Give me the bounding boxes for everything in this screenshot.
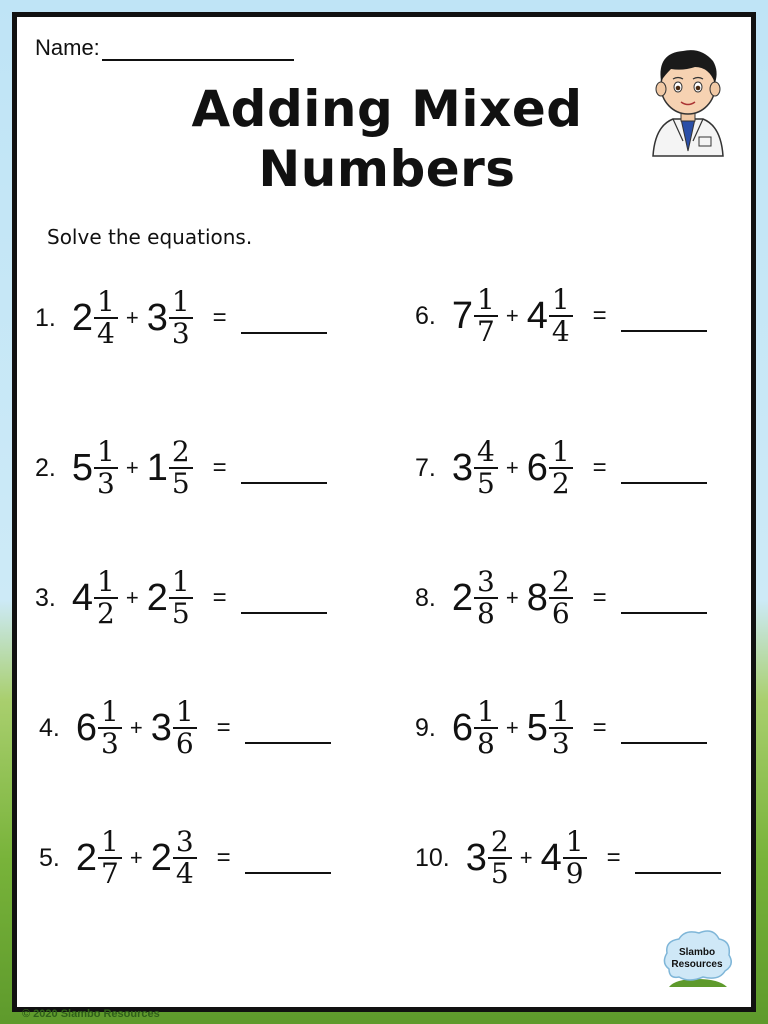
answer-blank[interactable] (241, 462, 327, 484)
fraction (549, 437, 573, 499)
problem-3 (35, 567, 327, 629)
numerator: 1 (169, 287, 193, 319)
fraction (169, 287, 193, 349)
whole-part: 3 (146, 297, 168, 339)
denominator: 5 (477, 467, 495, 500)
whole-part: 2 (146, 577, 168, 619)
equals-sign: = (212, 304, 227, 331)
mixed-number (452, 697, 498, 759)
fraction (563, 827, 587, 889)
mixed-number (452, 567, 498, 629)
numerator: 1 (98, 827, 122, 859)
problem-number: 7. (415, 453, 436, 482)
page-title (117, 79, 657, 199)
fraction (169, 437, 193, 499)
denominator: 9 (565, 857, 584, 890)
numerator: 1 (169, 567, 193, 599)
numerator: 1 (94, 287, 118, 319)
numerator: 1 (549, 285, 573, 317)
equals-sign: = (592, 454, 607, 481)
mixed-number (151, 827, 197, 889)
fraction (549, 697, 573, 759)
whole-part: 3 (451, 447, 473, 489)
problem-number: 2. (35, 453, 56, 482)
answer-blank[interactable] (621, 592, 707, 614)
mixed-number (527, 285, 573, 347)
denominator: 5 (490, 857, 509, 890)
denominator: 8 (477, 727, 495, 760)
equals-sign: = (212, 454, 227, 481)
problem-4 (39, 697, 331, 759)
equals-sign: = (592, 714, 607, 741)
fraction (98, 827, 122, 889)
fraction (488, 827, 512, 889)
plus-sign: + (125, 455, 139, 480)
logo-line-1: Slambo (678, 947, 716, 958)
denominator: 2 (97, 597, 115, 630)
problem-number: 5. (39, 843, 60, 872)
fraction (474, 437, 498, 499)
mixed-number (72, 437, 118, 499)
problem-10 (415, 827, 721, 889)
equals-sign: = (212, 584, 227, 611)
answer-blank[interactable] (621, 462, 707, 484)
denominator: 3 (551, 727, 570, 760)
problem-9 (415, 697, 707, 759)
denominator: 7 (477, 315, 495, 348)
answer-blank[interactable] (621, 310, 707, 332)
numerator: 1 (98, 697, 122, 729)
fraction (169, 567, 193, 629)
denominator: 5 (171, 467, 190, 500)
name-row (35, 35, 294, 61)
fraction (173, 697, 197, 759)
answer-blank[interactable] (241, 312, 327, 334)
problem-number: 8. (415, 583, 436, 612)
numerator: 2 (169, 437, 193, 469)
problem-7 (415, 437, 707, 499)
whole-part: 5 (526, 707, 548, 749)
mixed-number (147, 287, 193, 349)
copyright-footer: © 2020 Slambo Resources (22, 1008, 160, 1020)
numerator: 3 (474, 567, 498, 599)
whole-part: 3 (465, 837, 487, 879)
answer-blank[interactable] (241, 592, 327, 614)
fraction (98, 697, 122, 759)
name-blank-line[interactable] (102, 37, 294, 61)
whole-part: 6 (75, 707, 97, 749)
fraction (549, 567, 573, 629)
plus-sign: + (125, 585, 139, 610)
whole-part: 1 (146, 447, 168, 489)
mixed-number (72, 567, 118, 629)
plus-sign: + (505, 585, 519, 610)
mixed-number (527, 697, 573, 759)
answer-blank[interactable] (245, 722, 331, 744)
fraction (94, 437, 118, 499)
problem-5 (39, 827, 331, 889)
whole-part: 2 (75, 837, 97, 879)
whole-part: 2 (451, 577, 473, 619)
whole-part: 6 (451, 707, 473, 749)
answer-blank[interactable] (621, 722, 707, 744)
denominator: 3 (171, 317, 190, 350)
numerator: 2 (488, 827, 512, 859)
problem-6 (415, 285, 707, 347)
fraction (474, 697, 498, 759)
denominator: 6 (551, 597, 570, 630)
name-label: Name: (35, 35, 100, 60)
problem-8 (415, 567, 707, 629)
problem-number: 4. (39, 713, 60, 742)
numerator: 1 (94, 567, 118, 599)
mixed-number (76, 697, 122, 759)
problem-number: 3. (35, 583, 56, 612)
whole-part: 3 (150, 707, 172, 749)
denominator: 3 (101, 727, 119, 760)
numerator: 1 (94, 437, 118, 469)
logo-line-2: Resources (671, 959, 723, 970)
mixed-number (452, 285, 498, 347)
plus-sign: + (129, 845, 143, 870)
whole-part: 4 (526, 295, 548, 337)
whole-part: 2 (150, 837, 172, 879)
mixed-number (527, 437, 573, 499)
fraction (474, 567, 498, 629)
answer-blank[interactable] (245, 852, 331, 874)
numerator: 1 (474, 697, 498, 729)
mixed-number (76, 827, 122, 889)
equals-sign: = (592, 584, 607, 611)
problem-number: 1. (35, 303, 56, 332)
fraction (173, 827, 197, 889)
problem-number: 6. (415, 301, 436, 330)
mixed-number (151, 697, 197, 759)
whole-part: 4 (71, 577, 93, 619)
plus-sign: + (129, 715, 143, 740)
equals-sign: = (606, 844, 621, 871)
whole-part: 5 (71, 447, 93, 489)
whole-part: 8 (526, 577, 548, 619)
cloud-logo-icon (659, 925, 735, 995)
numerator: 1 (173, 697, 197, 729)
denominator: 4 (97, 317, 115, 350)
fraction (549, 285, 573, 347)
title-line-2: Numbers (258, 140, 516, 198)
mixed-number (147, 437, 193, 499)
numerator: 3 (173, 827, 197, 859)
plus-sign: + (505, 715, 519, 740)
numerator: 1 (563, 827, 587, 859)
title-line-1: Adding Mixed (191, 80, 583, 138)
equals-sign: = (592, 302, 607, 329)
denominator: 4 (175, 857, 194, 890)
equals-sign: = (216, 714, 231, 741)
whole-part: 6 (526, 447, 548, 489)
fraction (94, 287, 118, 349)
problem-2 (35, 437, 327, 499)
numerator: 1 (549, 697, 573, 729)
problem-number: 9. (415, 713, 436, 742)
answer-blank[interactable] (635, 852, 721, 874)
mixed-number (466, 827, 512, 889)
mixed-number (452, 437, 498, 499)
problem-1 (35, 287, 327, 349)
numerator: 1 (474, 285, 498, 317)
denominator: 8 (477, 597, 495, 630)
denominator: 7 (101, 857, 119, 890)
numerator: 2 (549, 567, 573, 599)
fraction (94, 567, 118, 629)
plus-sign: + (519, 845, 533, 870)
plus-sign: + (505, 455, 519, 480)
whole-part: 7 (451, 295, 473, 337)
plus-sign: + (125, 305, 139, 330)
mixed-number (541, 827, 587, 889)
worksheet (12, 12, 756, 1012)
denominator: 6 (175, 727, 194, 760)
fraction (474, 285, 498, 347)
equals-sign: = (216, 844, 231, 871)
denominator: 5 (171, 597, 190, 630)
denominator: 4 (551, 315, 570, 348)
plus-sign: + (505, 303, 519, 328)
denominator: 2 (551, 467, 570, 500)
mixed-number (72, 287, 118, 349)
whole-part: 4 (540, 837, 562, 879)
mixed-number (147, 567, 193, 629)
denominator: 3 (97, 467, 115, 500)
instructions: Solve the equations. (47, 225, 253, 249)
numerator: 1 (549, 437, 573, 469)
mixed-number (527, 567, 573, 629)
problem-number: 10. (415, 843, 450, 872)
numerator: 4 (474, 437, 498, 469)
whole-part: 2 (71, 297, 93, 339)
